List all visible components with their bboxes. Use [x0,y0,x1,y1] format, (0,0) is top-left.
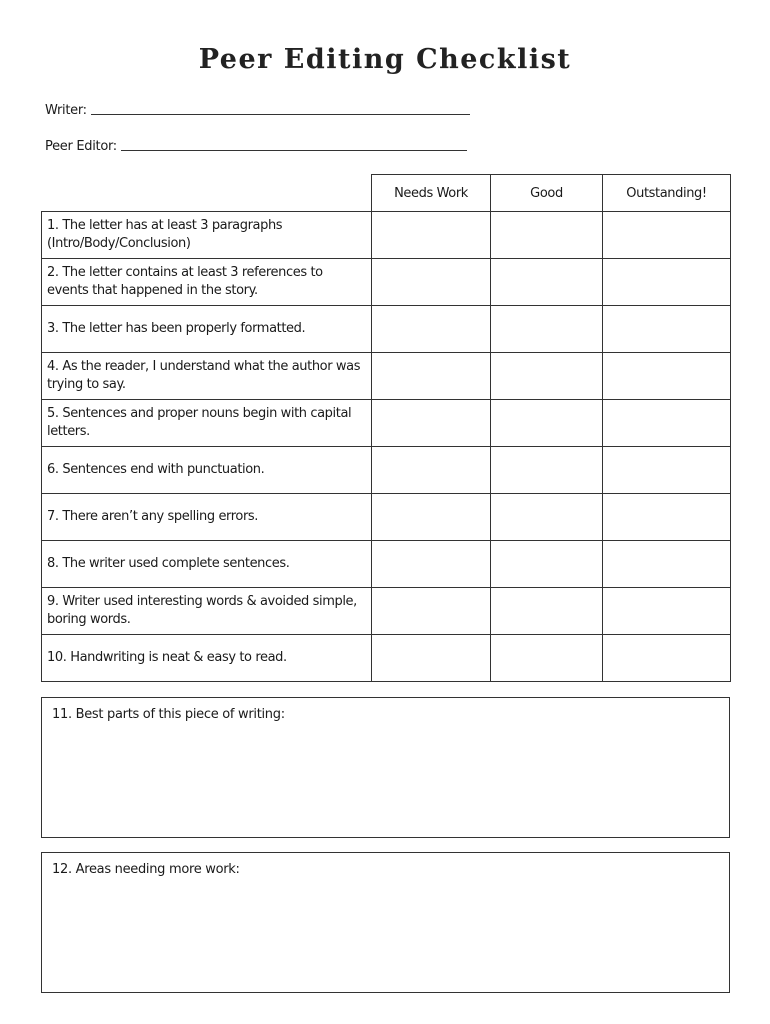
rating-cell-needs-work[interactable] [372,400,491,447]
rating-cell-good[interactable] [491,400,603,447]
best-parts-label: 11. Best parts of this piece of writing: [52,707,285,722]
table-row [42,494,731,541]
rating-cell-needs-work[interactable] [372,588,491,635]
checklist-item-text: 7. There aren’t any spelling errors. [42,494,372,541]
rating-cell-outstanding[interactable] [603,447,731,494]
rating-cell-needs-work[interactable] [372,353,491,400]
writer-line[interactable] [91,113,470,115]
table-row [42,353,731,400]
checklist-item-text: 9. Writer used interesting words & avoided simple, boring words. [42,588,372,635]
checklist-item-text: 5. Sentences and proper nouns begin with capital letters. [42,400,372,447]
needs-work-label: 12. Areas needing more work: [52,862,240,877]
rating-cell-good[interactable] [491,212,603,259]
checklist-item-text: 8. The writer used complete sentences. [42,541,372,588]
rating-cell-outstanding[interactable] [603,494,731,541]
rating-cell-outstanding[interactable] [603,541,731,588]
rating-cell-good[interactable] [491,494,603,541]
table-row [42,400,731,447]
checklist-item-text: 1. The letter has at least 3 paragraphs (Intro/Body/Conclusion) [42,212,372,259]
table-row [42,306,731,353]
rating-cell-outstanding[interactable] [603,353,731,400]
rating-cell-good[interactable] [491,306,603,353]
table-row [42,259,731,306]
rating-cell-outstanding[interactable] [603,635,731,682]
rating-cell-outstanding[interactable] [603,259,731,306]
peer-editor-field [45,139,467,154]
table-row [42,635,731,682]
checklist-item-text: 2. The letter contains at least 3 references to events that happened in the story. [42,259,372,306]
checklist-table [41,174,731,682]
rating-cell-needs-work[interactable] [372,259,491,306]
header-good: Good [491,175,603,212]
needs-work-box[interactable] [41,852,730,993]
rating-cell-needs-work[interactable] [372,635,491,682]
rating-cell-needs-work[interactable] [372,541,491,588]
table-row [42,541,731,588]
rating-cell-good[interactable] [491,541,603,588]
header-needs-work: Needs Work [372,175,491,212]
rating-cell-outstanding[interactable] [603,588,731,635]
header-outstanding: Outstanding! [603,175,731,212]
checklist-item-text: 4. As the reader, I understand what the author was trying to say. [42,353,372,400]
table-row [42,212,731,259]
checklist-item-text: 3. The letter has been properly formatted. [42,306,372,353]
page-title: Peer Editing Checklist [198,44,572,75]
rating-cell-outstanding[interactable] [603,306,731,353]
checklist-item-text: 10. Handwriting is neat & easy to read. [42,635,372,682]
writer-field [45,103,470,118]
rating-cell-needs-work[interactable] [372,494,491,541]
rating-cell-outstanding[interactable] [603,212,731,259]
best-parts-box[interactable] [41,697,730,838]
rating-cell-outstanding[interactable] [603,400,731,447]
table-row [42,447,731,494]
rating-cell-good[interactable] [491,588,603,635]
rating-cell-needs-work[interactable] [372,447,491,494]
table-row [42,588,731,635]
rating-cell-needs-work[interactable] [372,212,491,259]
checklist-item-text: 6. Sentences end with punctuation. [42,447,372,494]
rating-cell-good[interactable] [491,259,603,306]
peer-editor-label: Peer Editor: [45,139,117,154]
peer-editor-line[interactable] [121,149,467,151]
header-row [42,175,731,212]
rating-cell-good[interactable] [491,447,603,494]
rating-cell-good[interactable] [491,353,603,400]
header-blank-cell [42,175,372,212]
rating-cell-needs-work[interactable] [372,306,491,353]
writer-label: Writer: [45,103,87,118]
rating-cell-good[interactable] [491,635,603,682]
